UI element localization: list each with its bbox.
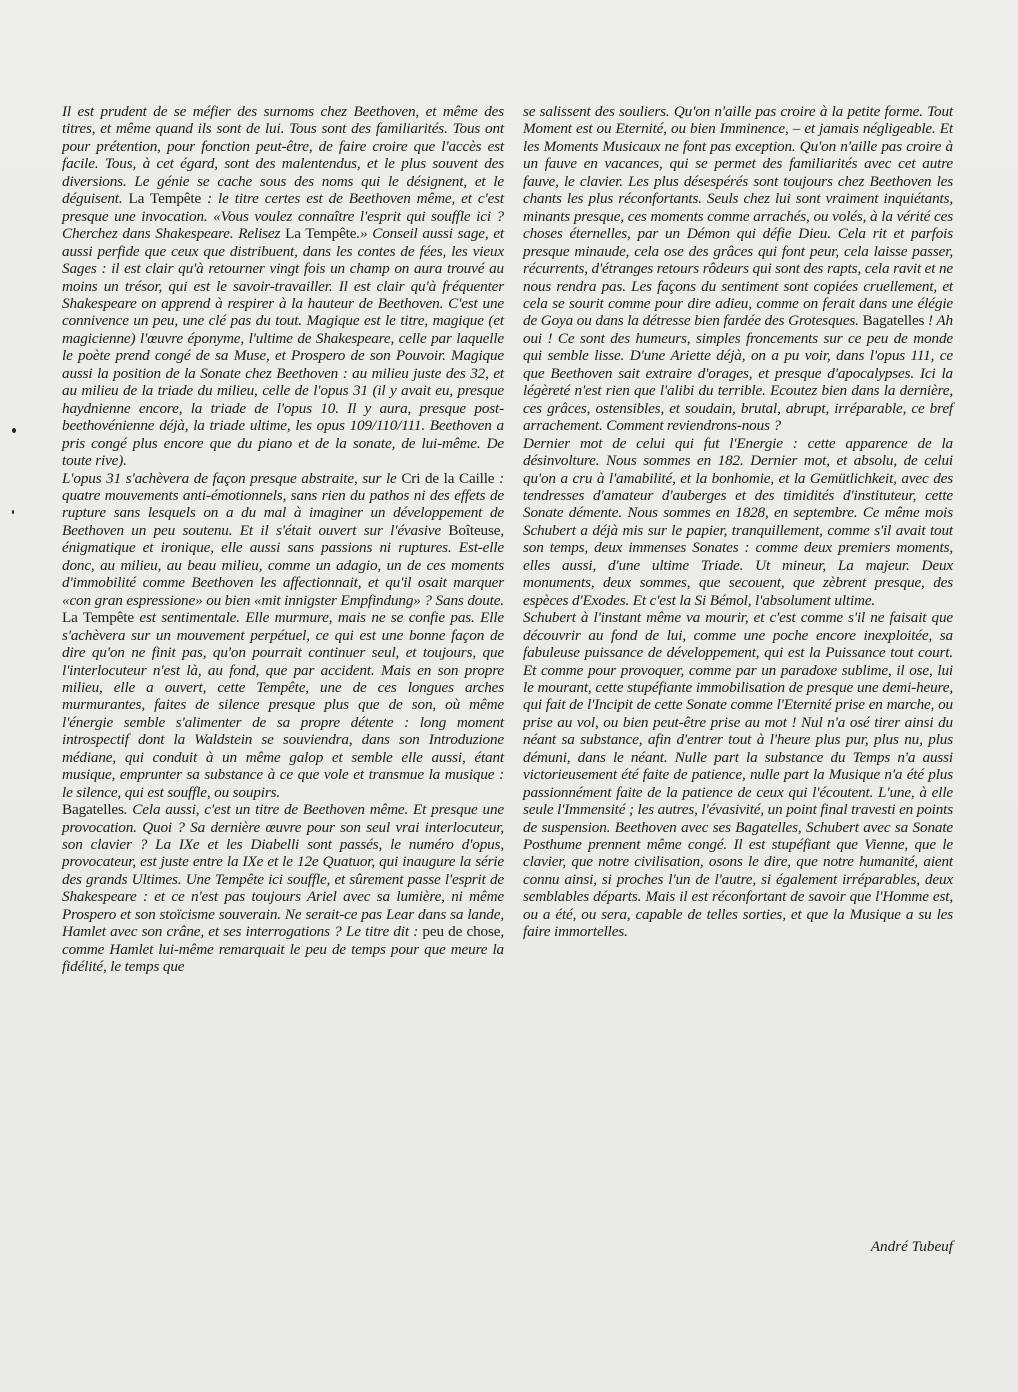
- left-column: [62, 103, 504, 976]
- text-run: , énigmatique et ironique, elle aussi sans passions ni ruptures. Est-elle donc, au milieu, au beau milieu, comme un adagio, un de ces moments d'immobilité comme Beethoven les affectionnait, et qu'il osait marquer «con gran espressione» ou bien «mit innigster Empfindung» ? Sans doute.: [62, 521, 504, 609]
- title-reference: Bagatelles: [62, 801, 124, 819]
- paragraph: [62, 470, 504, 802]
- title-reference: La Tempête: [285, 225, 357, 243]
- title-reference: Cri de la Caille: [401, 469, 495, 487]
- text-run: Schubert à l'instant même va mourir, et c'est comme s'il ne faisait que découvrir au fond de lui, comme une poche encore inexploitée, sa fabuleuse puissance de développement, qui est la Puissance tout court. Et comme pour provoquer, comme par un paradoxe sublime, il ose, lui le mourant, cette stupéfiante immobilisation de presque une demi-heure, qui fait de l'Incipit de cette Sonate comme l'Eternité prise en marche, ou prise au vol, ou bien peut-être prise au mot ! Nul n'a osé tirer ainsi du néant sa substance, afin d'entrer tout à l'heure plus pur, plus nu, plus démuni, dans le néant. Nulle part la substance du Temps n'a aussi victorieusement été faite de patience, nulle part la Musique n'a été plus passionnément faite de la patience de ceux qui l'écoutent. L'une, à elle seule l'Immensité ; les autres, l'évasivité, un point final travesti en points de suspension. Beethoven avec ses Bagatelles, Schubert avec sa Sonate Posthume prennent même congé. Il est stupéfiant que Vienne, que le clavier, que notre civilisation, osons le dire, que notre humanité, aient connu ainsi, si proches l'un de l'autre, si également irréparables, deux semblables départs. Mais il est réconfortant de savoir que l'Homme est, ou a été, ou sera, capable de telles sorties, et que la Musique a su les faire immortelles.: [523, 609, 953, 941]
- title-reference: La Tempête: [128, 190, 202, 208]
- text-run: Il est prudent de se méfier des surnoms chez Beethoven, et même des titres, et même quand ils sont de lui. Tous sont des familiarités. Tous ont pour prétention, pour fonction peut-être, de faire croire que l'accès est facile. Tous, à cet égard, sont des malentendus, et le plus souvent des diversions. Le génie se cache sous des noms qui le désignent, et le déguisent.: [62, 103, 504, 208]
- paragraph: [523, 103, 953, 435]
- title-reference: Boîteuse: [448, 521, 501, 539]
- title-reference: peu de chose: [422, 923, 501, 941]
- text-run: se salissent des souliers. Qu'on n'aille pas croire à la petite forme. Tout Moment est ou Eternité, ou bien Imminence, – et jamais négligeable. Et les Moments Musicaux ne font pas exception. Qu'on n'aille pas croire à un fauve en vacances, qui se permet des familiarités avec cet autre fauve, le clavier. Les plus désespérés sont toujours chez Beethoven les chants les plus réconfortants. Seuls chez lui sont vraiment inquiétants, minants presque, ces moments comme arrachés, ou volés, à la vérité ces choses éternelles, par un Démon qui défie Dieu. Cela rit et parfois presque minaude, cela ose des grâces qui font peur, cela laisse passer, récurrents, d'étranges retours rôdeurs qui sont des rapts, cela ravit et ne nous rendra pas. Les façons du sentiment sont copiées cruellement, et cela se sourit comme pour dire adieu, comme on ferait dans une élégie de Goya ou dans la détresse bien fardée des Grotesques.: [523, 103, 954, 330]
- title-reference: Bagatelles: [862, 312, 925, 330]
- right-column: [523, 103, 953, 941]
- author-signature: André Tubeuf: [870, 1238, 953, 1255]
- text-run: L'opus 31 s'achèvera de façon presque abstraite, sur le: [62, 469, 402, 487]
- text-run: ! Ah oui ! Ce sont des humeurs, simples froncements sur ce peu de monde qui semble lisse. D'une Ariette déjà, on a pu voir, dans l'opus 111, ce que Beethoven sait extraire d'orages, et presque d'apocalypses. Ici la légèreté n'est rien que l'alibi du terrible. Ecoutez bien dans la dernière, ces grâces, ostensibles, et soudain, brutal, abrupt, irréparable, ce bref arrachement. Comment reviendrons-nous ?: [523, 312, 953, 435]
- text-run: est sentimentale. Elle murmure, mais ne se confie pas. Elle s'achèvera sur un mouvement perpétuel, ce qui est une bonne façon de dire qu'on ne finit pas, qu'on pourrait continuer seul, et toujours, que l'interlocuteur n'est là, au fond, que par accident. Mais en son propre milieu, elle a ouvert, cette Tempête, une de ces longues arches murmurantes, faites de silence presque plus que de son, où même l'énergie semble s'alimenter de sa propre détente : long moment introspectif dont la Waldstein se souviendra, dans son Introduzione médiane, qui conduit à un même galop et semble elle aussi, étant musique, emprunter sa substance à ce que vole et transmue la musique : le silence, qui est souffle, ou soupirs.: [62, 609, 504, 801]
- paragraph: [62, 801, 504, 976]
- text-run: . Cela aussi, c'est un titre de Beethoven même. Et presque une provocation. Quoi ? Sa dernière œuvre pour son seul vrai interlocuteur, son clavier ? La IXe et les Diabelli sont passés, le numéro d'opus, provocateur, est juste entre la IXe et le 12e Quatuor, qui inaugure la série des grands Ultimes. Une Tempête ici souffle, et sûrement passe l'esprit de Shakespeare : et ce n'est pas toujours Ariel avec sa lumière, ni même Prospero et son stoïcisme souverain. Ne serait-ce pas Lear dans sa lande, Hamlet avec son crâne, et ses interrogations ? Le titre dit :: [62, 801, 504, 941]
- text-run: , comme Hamlet lui-même remarquait le peu de temps pour que meure la fidélité, le temps que: [62, 923, 504, 976]
- margin-mark: [12, 510, 14, 514]
- paragraph: [523, 435, 953, 610]
- text-run: Dernier mot de celui qui fut l'Energie : cette apparence de la désinvolture. Nous sommes en 182. Dernier mot, et absolu, de celui qu'on a cru à l'amabilité, et la bonhomie, et la Gemütlichkeit, avec des tendresses d'amateur d'auberges et des timidités d'instituteur, cette Sonate démente. Nous sommes en 1828, en septembre. Ce même mois Schubert a déjà mis sur le papier, tranquillement, comme s'il avait tout son temps, deux immenses Sonates : comme deux premiers moments, elles aussi, d'une ultime Triade. Ut mineur, La majeur. Deux monuments, deux sommes, que secouent, que zèbrent presque, des espèces d'Exodes. Et c'est la Si Bémol, l'absolument ultime.: [523, 434, 953, 609]
- title-reference: La Tempête: [62, 609, 134, 627]
- paragraph: [62, 103, 504, 470]
- text-run: : quatre mouvements anti-émotionnels, sans rien du pathos ni des effets de rupture sans lesquels on a du mal à imaginer un développement de Beethoven un peu soutenu. Et il s'était ouvert sur l'évasive: [62, 469, 505, 539]
- text-run: .» Conseil aussi sage, et aussi perfide que ceux que distribuent, dans les contes de fées, les vieux Sages : il est clair qu'à retourner vingt fois un champ on aura trouvé au moins un trésor, qui est le savoir-travailler. Il est clair qu'à fréquenter Shakespeare on apprend à respirer à la hauteur de Beethoven. C'est une connivence un peu, une clé pas du tout. Magique est le titre, magique (et magicienne) l'œuvre éponyme, l'ultime de Shakespeare, celle par laquelle le poète prend congé de sa Muse, et Prospero de son Pouvoir. Magique aussi la position de la Sonate chez Beethoven : au milieu juste des 32, et au milieu de la triade du milieu, celle de l'opus 31 (il y avait eu, presque haydnienne encore, la triade de l'opus 10. Il y aura, presque post-beethovénienne déjà, la triade ultime, les opus 109/110/111. Beethoven a pris congé plus encore que du piano et de la sonate, de lui-même. De toute rive).: [62, 225, 505, 470]
- text-run: : le titre certes est de Beethoven même, et c'est presque une invocation. «Vous voulez connaître l'esprit qui souffle ici ? Cherchez dans Shakespeare. Relisez: [62, 190, 504, 243]
- margin-mark: [12, 428, 16, 433]
- paragraph: [523, 609, 953, 941]
